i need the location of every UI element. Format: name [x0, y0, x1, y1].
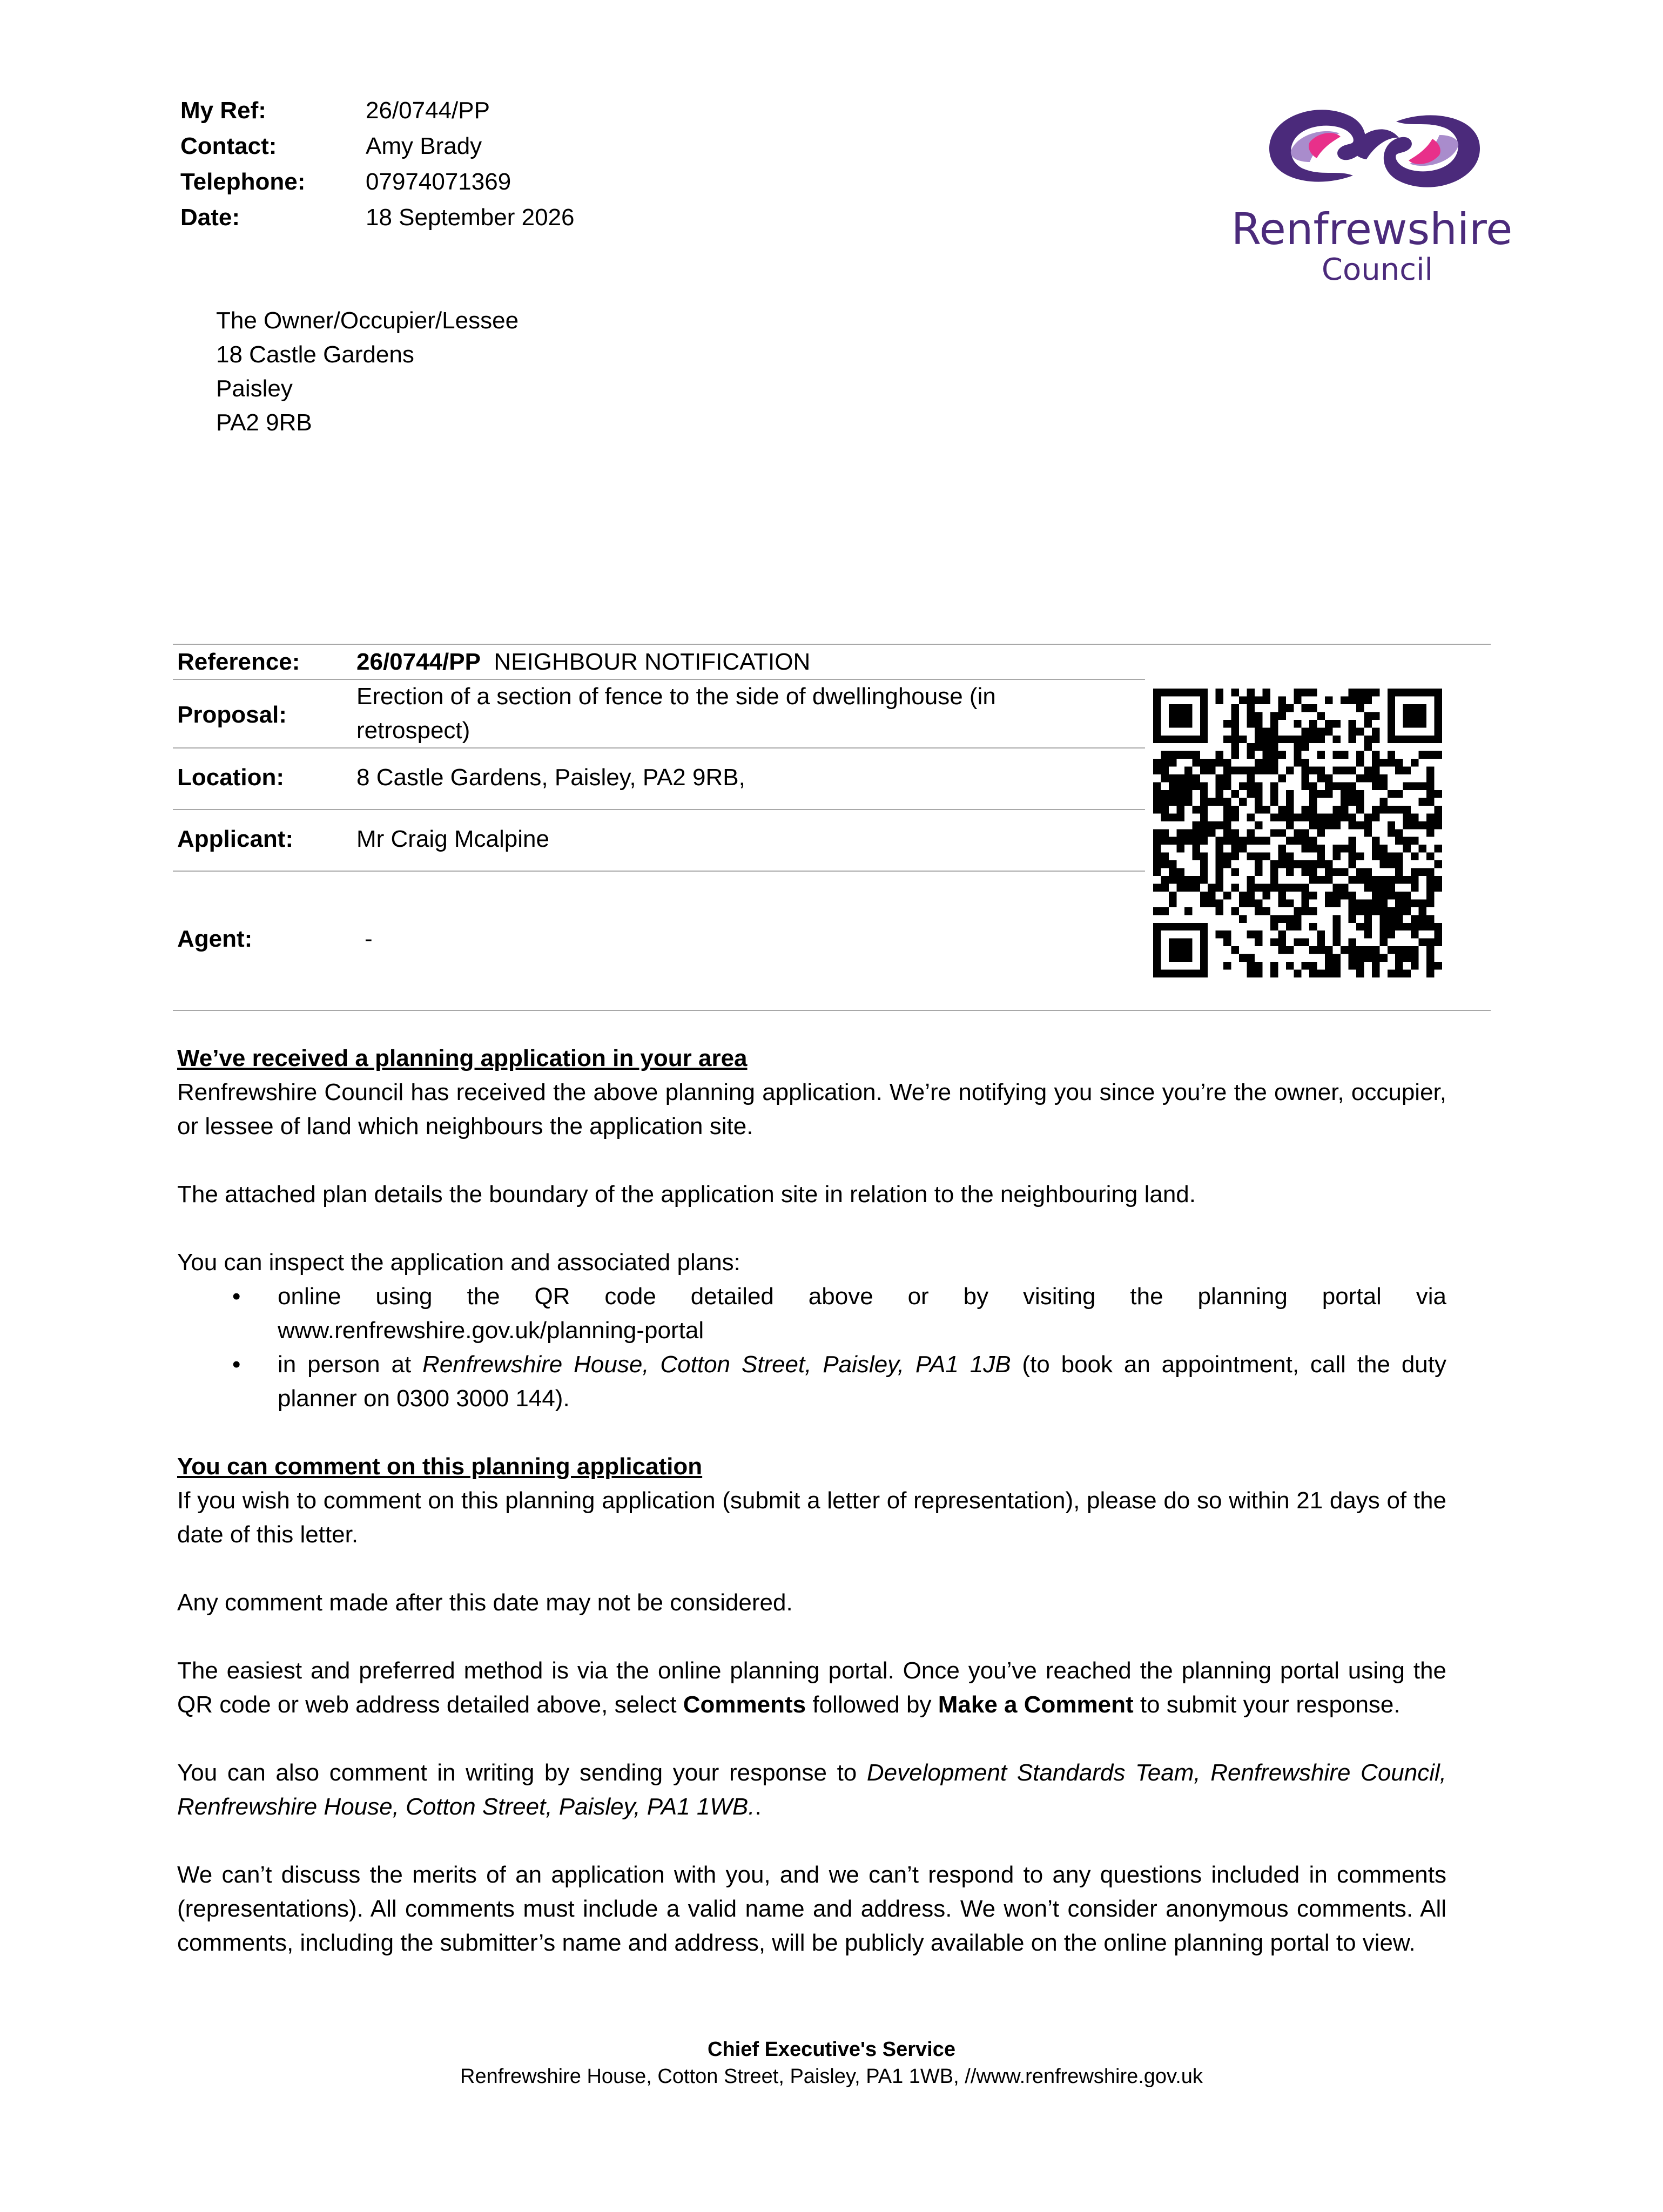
address-line: Paisley	[216, 375, 293, 402]
body-paragraph: Any comment made after this date may not be considered.	[177, 1589, 793, 1616]
agent-value: -	[365, 926, 373, 952]
list-item-text: online using the QR code detailed above or by visiting the planning portal via www.renfrewshire.gov.uk/planning-portal	[278, 1283, 1446, 1344]
reference-value	[356, 645, 1307, 679]
body-paragraph	[177, 1654, 1446, 1722]
logo-wordmark: Renfrewshire	[1231, 204, 1513, 254]
location-value: 8 Castle Gardens, Paisley, PA2 9RB,	[356, 764, 745, 791]
address-line: The Owner/Occupier/Lessee	[216, 307, 519, 334]
letter-meta	[180, 93, 575, 235]
meta-row-date	[180, 200, 575, 235]
section-heading: We’ve received a planning application in your area	[177, 1045, 748, 1071]
qr-code-icon[interactable]	[1153, 689, 1442, 977]
proposal-label: Proposal:	[177, 702, 287, 728]
meta-value: 18 September 2026	[366, 204, 575, 231]
list-item-text: in person at	[278, 1351, 423, 1378]
divider	[173, 871, 1145, 872]
list-item-text: (to book an appointment, call the duty planner on 0300 3000 144).	[278, 1351, 1446, 1412]
paragraph-text: The easiest and preferred method is via the online planning portal. Once you’ve reached the planning portal using the QR code or web address detailed above, select	[177, 1657, 1446, 1718]
meta-row-ref	[180, 93, 575, 129]
meta-label: Contact:	[180, 133, 277, 159]
location-label: Location:	[177, 764, 284, 791]
meta-row-telephone	[180, 164, 575, 200]
agent-label: Agent:	[177, 926, 253, 952]
body-paragraph: You can inspect the application and associated plans:	[177, 1249, 740, 1276]
paragraph-text: to submit your response.	[1133, 1691, 1401, 1718]
office-address: Renfrewshire House, Cotton Street, Paisley, PA1 1JB	[422, 1351, 1011, 1378]
meta-row-contact	[180, 129, 575, 164]
letter-footer	[0, 2036, 1663, 2090]
divider	[173, 1010, 1491, 1011]
body-paragraph: The attached plan details the boundary of the application site in relation to the neighbouring land.	[177, 1181, 1196, 1208]
applicant-label: Applicant:	[177, 826, 294, 852]
proposal-value: Erection of a section of fence to the side of dwellinghouse (in retrospect)	[356, 683, 996, 744]
section-heading: You can comment on this planning application	[177, 1453, 703, 1480]
reference-label: Reference:	[177, 649, 300, 675]
council-logo	[1221, 95, 1523, 294]
body-paragraph	[177, 1756, 1446, 1824]
applicant-value: Mr Craig Mcalpine	[356, 826, 549, 852]
council-emblem-icon	[1258, 95, 1491, 203]
list-item	[177, 1279, 1446, 1347]
footer-address: Renfrewshire House, Cotton Street, Paisley, PA1 1WB, //www.renfrewshire.gov.uk	[460, 2065, 1203, 2088]
reference-number: 26/0744/PP	[356, 649, 481, 675]
divider	[173, 747, 1145, 748]
bullet-icon: •	[232, 1351, 241, 1378]
paragraph-text: .	[755, 1793, 762, 1820]
address-line: PA2 9RB	[216, 409, 312, 436]
body-paragraph: Renfrewshire Council has received the above planning application. We’re notifying you since you’re the owner, occupier, or lessee of land which neighbours the application site.	[177, 1079, 1446, 1139]
comments-term: Comments	[683, 1691, 806, 1718]
meta-label: Date:	[180, 204, 240, 231]
meta-value: 26/0744/PP	[366, 97, 490, 124]
reference-type: NEIGHBOUR NOTIFICATION	[494, 649, 811, 675]
meta-label: My Ref:	[180, 97, 266, 124]
divider	[173, 809, 1145, 810]
logo-subtitle: Council	[1321, 252, 1433, 287]
letter-body	[177, 1041, 1446, 1960]
recipient-address	[216, 304, 519, 440]
meta-value: Amy Brady	[366, 133, 482, 159]
paragraph-text: You can also comment in writing by sending your response to	[177, 1759, 867, 1786]
body-paragraph: We can’t discuss the merits of an application with you, and we can’t respond to any questions included in comments (representations). All comments must include a valid name and address. We won’t consider anonymous comments. All comments, including the submitter’s name and address, will be publicly available on the online planning portal to view.	[177, 1862, 1446, 1956]
body-paragraph: If you wish to comment on this planning application (submit a letter of representation), please do so within 21 days of the date of this letter.	[177, 1487, 1446, 1548]
meta-value: 07974071369	[366, 168, 511, 195]
postal-address: Development Standards Team, Renfrewshire Council, Renfrewshire House, Cotton Street, Paisley, PA1 1WB.	[177, 1759, 1447, 1820]
footer-title: Chief Executive's Service	[708, 2038, 955, 2061]
address-line: 18 Castle Gardens	[216, 341, 414, 368]
meta-label: Telephone:	[180, 168, 306, 195]
qr-modules	[1153, 689, 1442, 977]
bullet-icon: •	[232, 1283, 241, 1310]
paragraph-text: followed by	[806, 1691, 938, 1718]
list-item	[177, 1347, 1446, 1415]
inspect-options-list	[177, 1279, 1446, 1415]
make-comment-term: Make a Comment	[938, 1691, 1134, 1718]
